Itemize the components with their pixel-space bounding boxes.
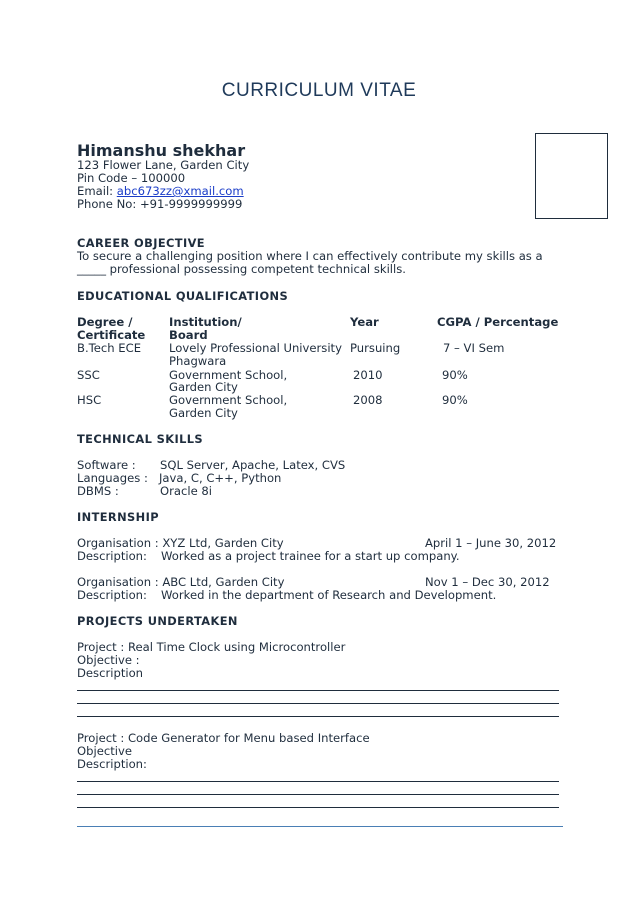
photo-placeholder <box>535 133 608 219</box>
languages-value: Java, C, C++, Python <box>159 471 282 485</box>
project-title: Project : Code Generator for Menu based Interface <box>77 731 370 745</box>
internship-dates: April 1 – June 30, 2012 <box>425 536 557 550</box>
projects-heading: PROJECTS UNDERTAKEN <box>77 614 238 628</box>
header-institution: Institution/ <box>169 315 242 329</box>
edu-degree: B.Tech ECE <box>77 341 142 355</box>
internship-heading: INTERNSHIP <box>77 510 159 524</box>
skills-heading: TECHNICAL SKILLS <box>77 432 204 446</box>
edu-degree: SSC <box>77 368 100 382</box>
edu-score: 90% <box>442 368 468 382</box>
dbms-label: DBMS : <box>77 484 119 498</box>
internship-dates: Nov 1 – Dec 30, 2012 <box>425 575 550 589</box>
blank-line <box>77 690 559 691</box>
address-line-2: Pin Code – 100000 <box>77 171 186 185</box>
internship-description: Worked as a project trainee for a start up company. <box>161 549 460 563</box>
languages-label: Languages : <box>77 471 148 485</box>
edu-score: 7 – VI Sem <box>443 341 505 355</box>
email-label: Email: <box>77 184 117 198</box>
software-label: Software : <box>77 458 136 472</box>
software-value: SQL Server, Apache, Latex, CVS <box>160 458 346 472</box>
edu-location: Garden City <box>169 380 238 394</box>
edu-institution: Government School, <box>169 393 288 407</box>
internship-description-label: Description: <box>77 549 147 563</box>
project-objective-label: Objective <box>77 744 132 758</box>
blank-line <box>77 807 559 808</box>
page-title: CURRICULUM VITAE <box>221 80 417 101</box>
header-certificate: Certificate <box>77 328 146 342</box>
edu-institution: Government School, <box>169 368 288 382</box>
blank-line <box>77 703 559 704</box>
career-objective-line-2: _____ professional possessing competent technical skills. <box>77 262 406 276</box>
candidate-name: Himanshu shekhar <box>77 141 246 160</box>
education-heading: EDUCATIONAL QUALIFICATIONS <box>77 289 289 303</box>
header-degree: Degree / <box>77 315 133 329</box>
email-link[interactable]: abc673zz@xmail.com <box>116 184 244 198</box>
career-objective-heading: CAREER OBJECTIVE <box>77 236 205 250</box>
address-line-1: 123 Flower Lane, Garden City <box>77 158 250 172</box>
project-description-label: Description: <box>77 757 147 771</box>
blank-line <box>77 781 559 782</box>
project-title: Project : Real Time Clock using Microcontroller <box>77 640 346 654</box>
blank-line <box>77 716 559 717</box>
career-objective-line-1: To secure a challenging position where I can effectively contribute my skills as a <box>77 249 543 263</box>
internship-organisation: Organisation : XYZ Ltd, Garden City <box>77 536 284 550</box>
header-year: Year <box>350 315 379 329</box>
edu-year: 2010 <box>353 368 383 382</box>
edu-degree: HSC <box>77 393 102 407</box>
blank-line <box>77 794 559 795</box>
internship-organisation: Organisation : ABC Ltd, Garden City <box>77 575 285 589</box>
phone-number: Phone No: +91-9999999999 <box>77 197 243 211</box>
edu-year: 2008 <box>353 393 383 407</box>
section-divider <box>77 826 563 827</box>
dbms-value: Oracle 8i <box>160 484 213 498</box>
header-board: Board <box>169 328 208 342</box>
edu-year: Pursuing <box>350 341 401 355</box>
internship-description: Worked in the department of Research and Development. <box>161 588 497 602</box>
edu-location: Phagwara <box>169 354 227 368</box>
header-cgpa: CGPA / Percentage <box>437 315 559 329</box>
internship-description-label: Description: <box>77 588 147 602</box>
project-description-label: Description <box>77 666 144 680</box>
edu-score: 90% <box>442 393 468 407</box>
edu-institution: Lovely Professional University <box>169 341 342 355</box>
project-objective-label: Objective : <box>77 653 140 667</box>
edu-location: Garden City <box>169 406 238 420</box>
